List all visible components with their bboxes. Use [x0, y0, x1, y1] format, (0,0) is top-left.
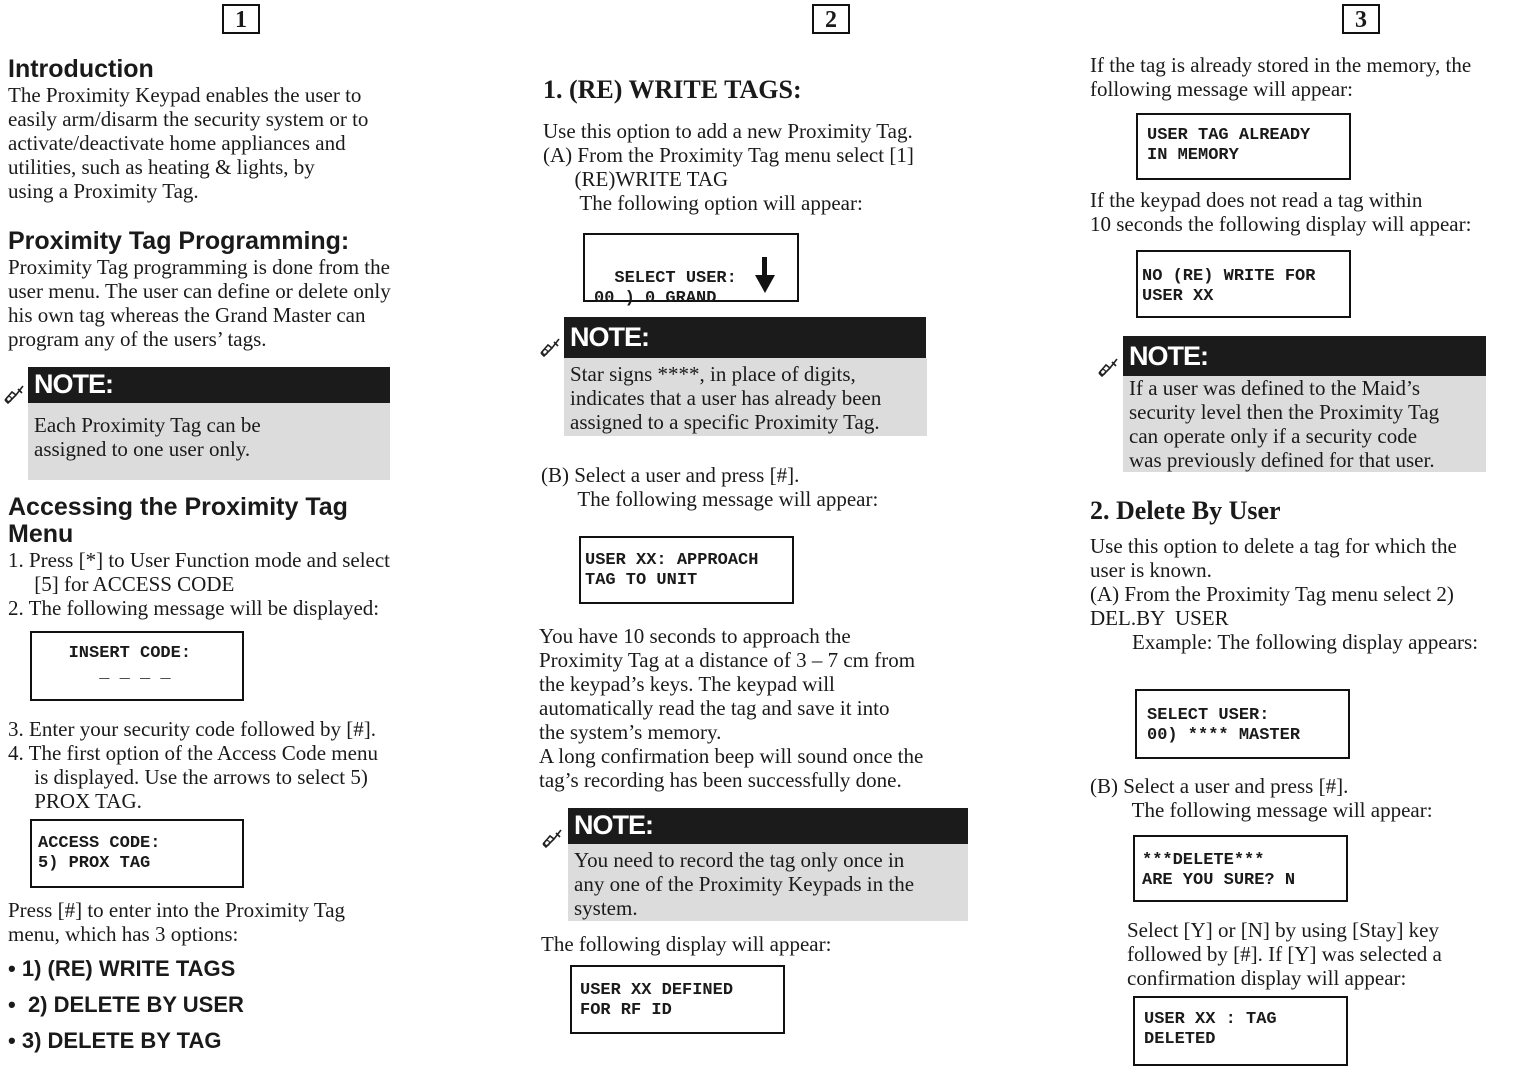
note-3-title: NOTE: [568, 808, 968, 844]
approach-text: You have 10 seconds to approach the Proximity Tag at a distance of 3 – 7 cm from the keypad’s keys. The keypad will automatically read the tag and save it into the system’s memory. A long confirmation beep will sound once the tag’s recording has been successfully done. [539, 624, 924, 792]
note-1-text: Each Proximity Tag can be assigned to one user only. [28, 403, 390, 480]
writing-hand-icon [1096, 353, 1122, 379]
note-4-title: NOTE: [1123, 336, 1486, 376]
lcd-approach: USER XX: APPROACH TAG TO UNIT [579, 536, 794, 604]
option-1: • 1) (RE) WRITE TAGS [8, 956, 236, 981]
access-steps-2: 3. Enter your security code followed by [#]. 4. The first option of the Access Code menu is displayed. Use the arrows to select 5) PROX TAG. [8, 717, 378, 813]
page-number-2: 2 [812, 4, 850, 34]
option-2: • 2) DELETE BY USER [8, 992, 244, 1017]
lcd-no-write: NO (RE) WRITE FOR USER XX [1136, 250, 1351, 318]
delete-text: Use this option to delete a tag for which the user is known. (A) From the Proximity Tag menu select 2) DEL.BY USER Example: The following display appears: [1090, 534, 1479, 654]
programming-text: Proximity Tag programming is done from the user menu. The user can define or delete only his own tag whereas the Grand Master can program any of the users’ tags. [8, 255, 391, 351]
press-text: Press [#] to enter into the Proximity Tag menu, which has 3 options: [8, 898, 346, 946]
intro-heading: Introduction [8, 55, 154, 83]
confirm-text: Select [Y] or [N] by using [Stay] key followed by [#]. If [Y] was selected a confirmation display will appear: [1127, 918, 1442, 990]
note-3-text: You need to record the tag only once in any one of the Proximity Keypads in the system. [568, 844, 968, 921]
note-2-title: NOTE: [564, 317, 926, 358]
option-3-label: 3) DELETE BY TAG [21, 1028, 222, 1053]
stored-text: If the tag is already stored in the memory, the following message will appear: [1090, 53, 1472, 101]
note-1-title: NOTE: [28, 367, 390, 403]
rewrite-step-b: (B) Select a user and press [#]. The following message will appear: [541, 463, 879, 511]
delete-heading: 2. Delete By User [1090, 496, 1281, 525]
note-2-text: Star signs ****, in place of digits, indicates that a user has already been assigned to a specific Proximity Tag. [564, 358, 927, 436]
writing-hand-icon [2, 380, 28, 406]
option-2-label: 2) DELETE BY USER [21, 992, 244, 1017]
lcd-select-master: SELECT USER: 00) **** MASTER [1135, 689, 1350, 759]
arrow-down-icon [753, 255, 777, 295]
display-text: The following display will appear: [541, 932, 832, 956]
access-heading: Accessing the Proximity Tag Menu [8, 493, 348, 548]
lcd-already: USER TAG ALREADY IN MEMORY [1136, 113, 1351, 180]
timeout-text: If the keypad does not read a tag within 10 seconds the following display will appear: [1090, 188, 1472, 236]
access-steps-1: 1. Press [*] to User Function mode and select [5] for ACCESS CODE 2. The following message will be displayed: [8, 548, 391, 620]
option-1-label: 1) (RE) WRITE TAGS [21, 956, 236, 981]
page-number-1: 1 [222, 4, 260, 34]
lcd-select-user [583, 233, 799, 308]
lcd-insert-code: INSERT CODE: _ _ _ _ [30, 631, 244, 701]
lcd-delete-confirm: ***DELETE*** ARE YOU SURE? N [1133, 835, 1348, 902]
delete-step-b: (B) Select a user and press [#]. The following message will appear: [1090, 774, 1433, 822]
lcd-deleted: USER XX : TAG DELETED [1133, 996, 1348, 1066]
option-3: • 3) DELETE BY TAG [8, 1028, 222, 1053]
lcd-access-code: ACCESS CODE: 5) PROX TAG [30, 819, 244, 888]
writing-hand-icon [538, 333, 564, 359]
rewrite-heading: 1. (RE) WRITE TAGS: [543, 75, 802, 104]
note-4-text: If a user was defined to the Maid’s security level then the Proximity Tag can operate only if a security code was previously defined for that user. [1123, 376, 1486, 472]
lcd-defined: USER XX DEFINED FOR RF ID [570, 965, 785, 1034]
intro-text: The Proximity Keypad enables the user to easily arm/disarm the security system or to activate/deactivate home appliances and utilities, such as heating & lights, by using a Proximity Tag. [8, 83, 369, 203]
writing-hand-icon [540, 824, 566, 850]
rewrite-intro-text: Use this option to add a new Proximity Tag. (A) From the Proximity Tag menu select [1] (RE)WRITE TAG The following option will appear: [543, 119, 914, 215]
programming-heading: Proximity Tag Programming: [8, 227, 350, 255]
lcd-select-user-text: SELECT USER: 00 ) 0 GRAND [594, 269, 737, 308]
page-number-3: 3 [1342, 4, 1380, 34]
